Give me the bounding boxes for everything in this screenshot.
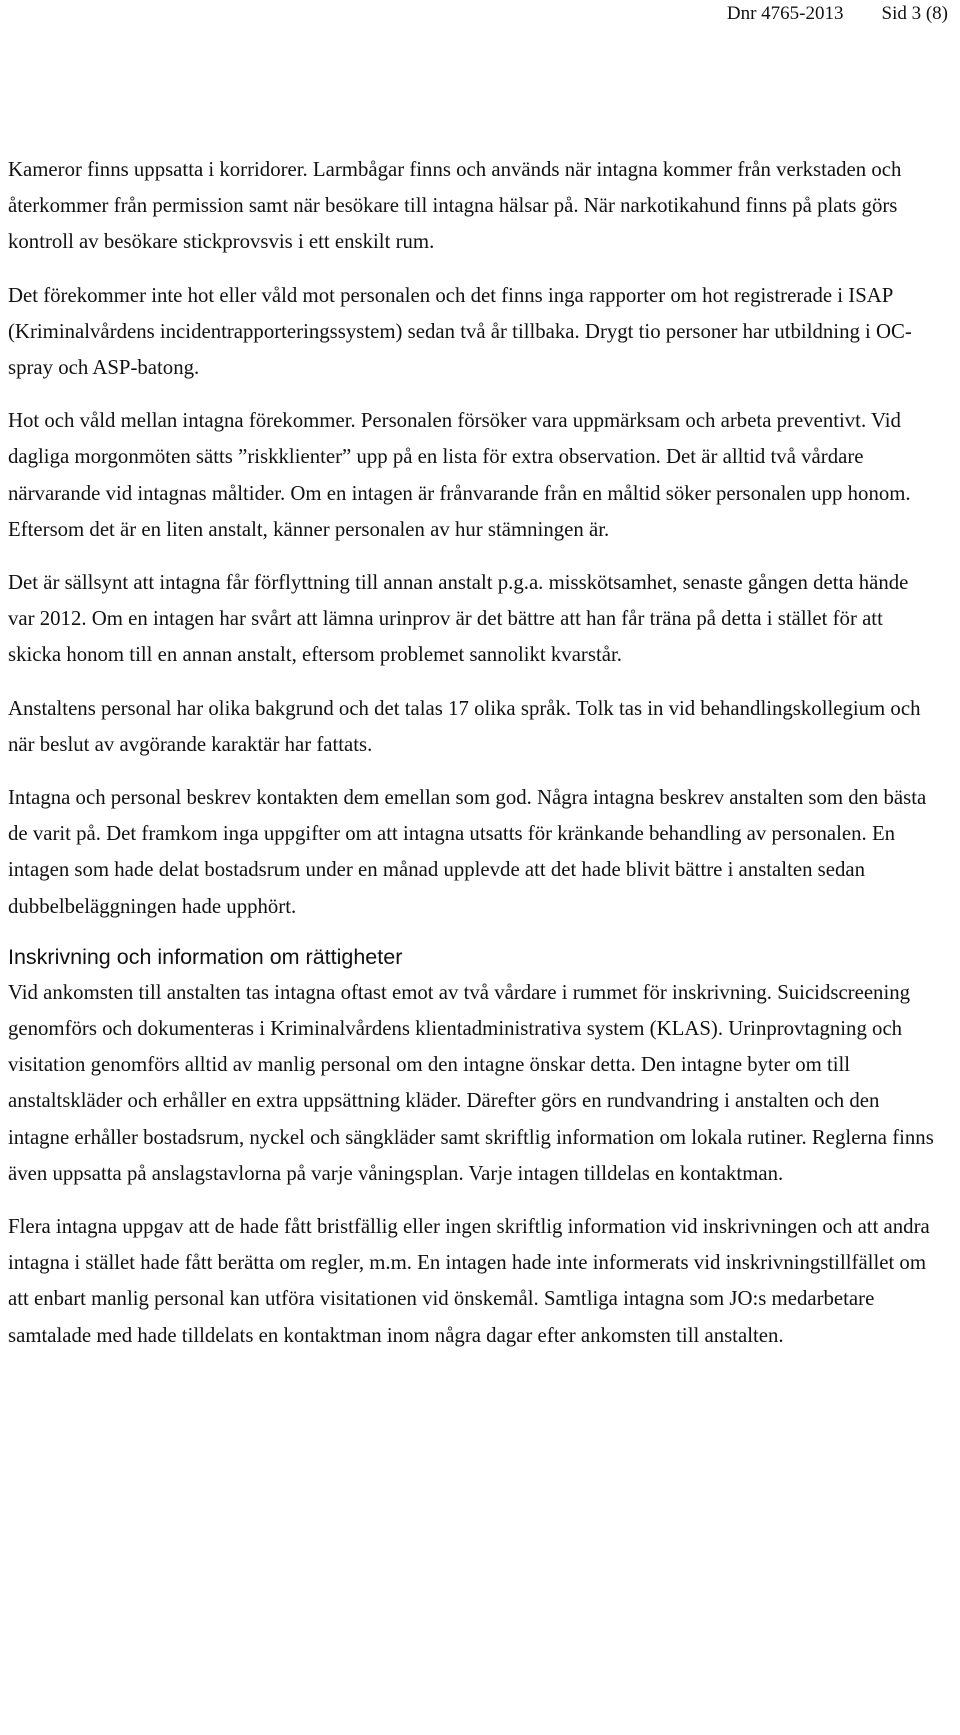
section-heading: Inskrivning och information om rättigheter xyxy=(8,944,403,969)
paragraph-information: Flera intagna uppgav att de hade fått bristfällig eller ingen skriftlig information vid inskrivningen och att andra intagna i stället hade fått berätta om regler, m.m. En intagen hade inte informerats vid inskrivningstillfället om att enbart manlig personal kan utföra visitationen vid önskemål. Samtliga intagna som JO:s medarbetare samtalade med hade tilldelats en kontaktman inom några dagar efter ankomsten till anstalten. xyxy=(8,1215,930,1347)
paragraph-transfers: Det är sällsynt att intagna får förflyttning till annan anstalt p.g.a. misskötsamhet, senaste gången detta hände var 2012. Om en intagen har svårt att lämna urinprov är det bättre att han får träna på detta i stället för att skicka honom till en annan anstalt, eftersom problemet sannolikt kvarstår. xyxy=(8,571,909,667)
paragraph-cameras: Kameror finns uppsatta i korridorer. Larmbågar finns och används när intagna kommer från verkstaden och återkommer från permission samt när besökare till intagna hälsar på. När narkotikahund finns på plats görs kontroll av besökare stickprovsvis i ett enskilt rum. xyxy=(8,158,902,254)
paragraph-staff-languages: Anstaltens personal har olika bakgrund och det talas 17 olika språk. Tolk tas in vid behandlingskollegium och när beslut av avgörande karaktär har fattats. xyxy=(8,696,921,756)
paragraph-threats-inmates: Hot och våld mellan intagna förekommer. Personalen försöker vara uppmärksam och arbeta preventivt. Vid dagliga morgonmöten sätts ”riskklienter” upp på en lista för extra observation. Det är alltid två vårdare närvarande vid intagnas måltider. Om en intagen är frånvarande från en måltid söker personalen upp honom. Eftersom det är en liten anstalt, känner personalen av hur stämningen är. xyxy=(8,409,911,541)
paragraph-arrival: Vid ankomsten till anstalten tas intagna oftast emot av två vårdare i rummet för inskrivning. Suicidscreening genomförs och dokumenteras i Kriminalvårdens klientadministrativa system (KLAS). Urinprovtagning och visitation genomförs alltid av manlig personal om den intagne önskar detta. Den intagne byter om till anstaltskläder och erhåller en extra uppsättning kläder. Därefter görs en rundvandring i anstalten och den intagne erhåller bostadsrum, nyckel och sängkläder samt skriftlig information om lokala rutiner. Reglerna finns även uppsatta på anslagstavlorna på varje våningsplan. Varje intagen tilldelas en kontaktman. xyxy=(8,980,934,1185)
case-number: Dnr 4765-2013 xyxy=(726,3,844,24)
page-number: Sid 3 (8) xyxy=(881,3,948,24)
page-header xyxy=(727,2,948,26)
document-body xyxy=(8,152,940,1371)
paragraph-contact: Intagna och personal beskrev kontakten dem emellan som god. Några intagna beskrev anstalten som den bästa de varit på. Det framkom inga uppgifter om att intagna utsatts för kränkande behandling av personalen. En intagen som hade delat bostadsrum under en månad upplevde att det hade blivit bättre i anstalten sedan dubbelbeläggningen hade upphört. xyxy=(8,786,927,918)
paragraph-threats-staff: Det förekommer inte hot eller våld mot personalen och det finns inga rapporter om hot registrerade i ISAP (Kriminalvårdens incidentrapporteringssystem) sedan två år tillbaka. Drygt tio personer har utbildning i OC-spray och ASP-batong. xyxy=(8,283,912,380)
